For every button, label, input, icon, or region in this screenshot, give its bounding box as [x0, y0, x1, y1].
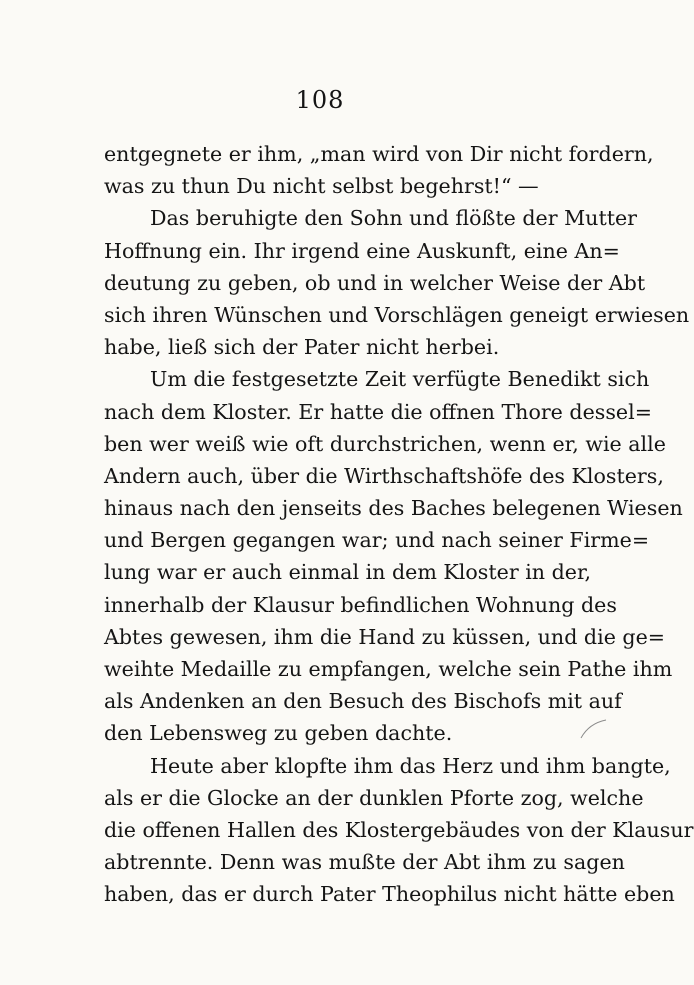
text-line: entgegnete er ihm, „man wird von Dir nicht fordern, [104, 142, 654, 166]
text-line: als er die Glocke an der dunklen Pforte zog, welche [104, 785, 644, 810]
text-line: Abtes gewesen, ihm die Hand zu küssen, und die ge= [104, 624, 666, 649]
text-line: ben wer weiß wie oft durchstrichen, wenn er, wie alle [104, 431, 666, 456]
text-line: weihte Medaille zu empfangen, welche sein Pathe ihm [104, 657, 673, 681]
text-line: Hoffnung ein. Ihr irgend eine Auskunft, eine An= [104, 238, 620, 263]
page-number: 108 [295, 86, 345, 114]
text-line: hinaus nach den jenseits des Baches belegenen Wiesen [104, 496, 683, 521]
text-line: Das beruhigte den Sohn und flößte der Mutter [150, 206, 638, 231]
text-line: Andern auch, über die Wirthschaftshöfe des Klosters, [104, 463, 664, 488]
text-line: und Bergen gegangen war; und nach seiner Firme= [104, 528, 650, 553]
text-line: habe, ließ sich der Pater nicht herbei. [104, 335, 500, 360]
text-line: nach dem Kloster. Er hatte die offnen Thore dessel= [104, 399, 652, 424]
margin-pencil-mark [578, 718, 608, 742]
text-line: haben, das er durch Pater Theophilus nicht hätte eben [104, 882, 675, 907]
body-text [104, 138, 694, 911]
text-line: lung war er auch einmal in dem Kloster in der, [104, 560, 592, 585]
text-line: abtrennte. Denn was mußte der Abt ihm zu sagen [104, 850, 625, 875]
text-line: sich ihren Wünschen und Vorschlägen geneigt erwiesen [104, 302, 690, 327]
text-line: Heute aber klopfte ihm das Herz und ihm bangte, [150, 753, 671, 778]
text-line: als Andenken an den Besuch des Bischofs mit auf [104, 689, 622, 714]
text-line: innerhalb der Klausur befindlichen Wohnung des [104, 592, 617, 617]
text-line: den Lebensweg zu geben dachte. [104, 721, 453, 746]
text-line: was zu thun Du nicht selbst begehrst!“ — [104, 174, 539, 199]
text-line: deutung zu geben, ob und in welcher Weise der Abt [104, 270, 646, 295]
text-line: die offenen Hallen des Klostergebäudes von der Klausur [104, 817, 694, 842]
text-line: Um die festgesetzte Zeit verfügte Benedikt sich [150, 367, 650, 392]
